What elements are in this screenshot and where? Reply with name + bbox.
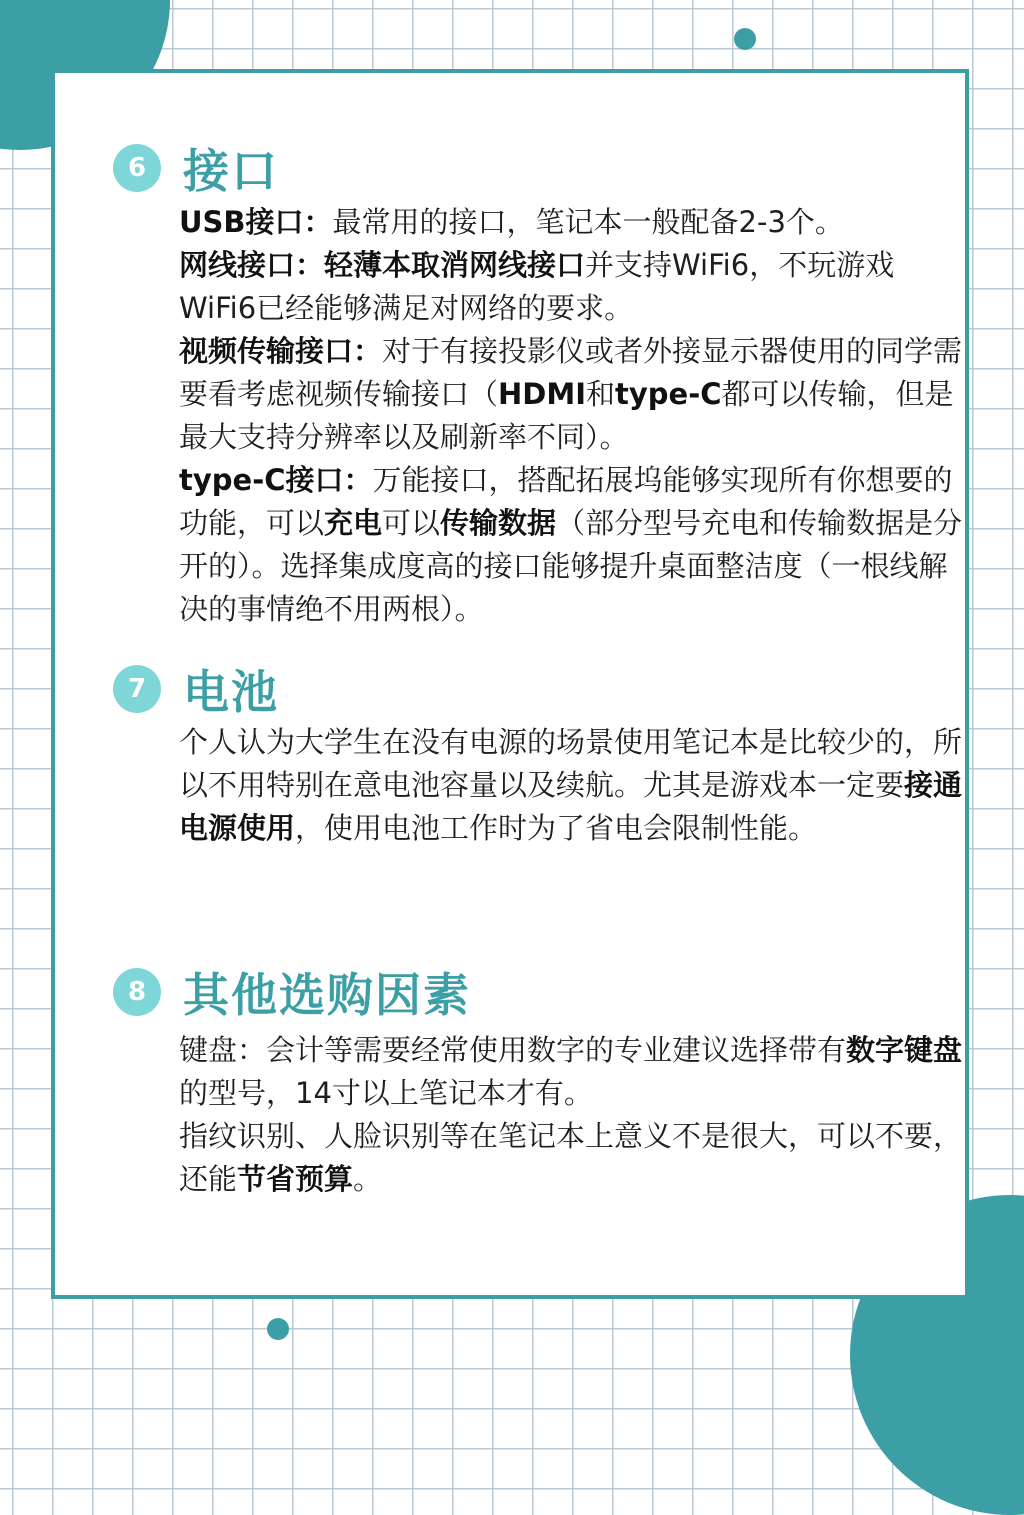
decor-dot-top	[734, 28, 756, 50]
bold-text: 数字键盘	[846, 1033, 963, 1067]
bold-text: HDMI	[498, 377, 587, 411]
text-run: ，使用电池工作时为了省电会限制性能。	[295, 811, 818, 845]
section-title: 接口	[183, 144, 279, 198]
bold-text: type-C	[615, 377, 722, 411]
section-title: 电池	[183, 665, 279, 719]
text-run: 万能接口，搭配拓展坞能够实现所有你想要的功能，可以	[179, 463, 953, 540]
bold-text: 传输数据	[440, 506, 557, 540]
section-header-other-factors	[113, 959, 471, 1025]
section-body-interfaces	[179, 201, 969, 631]
text-run: 指纹识别、人脸识别等在笔记本上意义不是很大，可以不要，还能	[179, 1119, 963, 1196]
paragraph	[179, 1029, 969, 1115]
section-number-badge: 8	[113, 968, 161, 1016]
text-run: 个人认为大学生在没有电源的场景使用笔记本是比较少的，所以不用特别在意电池容量以及续航。尤其是游戏本一定要	[179, 725, 963, 802]
paragraph	[179, 201, 969, 244]
paragraph	[179, 244, 969, 330]
section-title: 其他选购因素	[183, 968, 471, 1022]
bold-text: 接通电源使用	[179, 768, 963, 845]
bold-text: type-C接口：	[179, 463, 373, 497]
section-header-battery	[113, 656, 279, 722]
text-run: 可以	[382, 506, 441, 540]
text-run: 都可以传输，但是最大支持分辨率以及刷新率不同）。	[179, 377, 954, 454]
bold-text: 网线接口：轻薄本取消网线接口	[179, 248, 586, 282]
section-body-other-factors	[179, 1029, 969, 1201]
text-run: 的型号，14寸以上笔记本才有。	[179, 1076, 593, 1110]
text-run: （部分型号充电和传输数据是分开的）。选择集成度高的接口能够提升桌面整洁度（一根线解决的事情绝不用两根）。	[179, 506, 963, 626]
section-number-badge: 7	[113, 665, 161, 713]
text-run: 键盘：会计等需要经常使用数字的专业建议选择带有	[179, 1033, 847, 1067]
bold-text: 充电	[324, 506, 383, 540]
paragraph	[179, 330, 969, 459]
paragraph	[179, 721, 969, 850]
section-body-battery	[179, 721, 969, 850]
text-run: 。	[353, 1162, 383, 1196]
text-run: 并支持WiFi6，不玩游戏WiFi6已经能够满足对网络的要求。	[179, 248, 895, 325]
paragraph	[179, 1115, 969, 1201]
text-run: 和	[586, 377, 616, 411]
paragraph	[179, 459, 969, 631]
bold-text: 节省预算	[237, 1162, 354, 1196]
section-number-badge: 6	[113, 144, 161, 192]
decor-dot-bottom	[267, 1318, 289, 1340]
bold-text: 视频传输接口：	[179, 334, 383, 368]
text-run: 对于有接投影仪或者外接显示器使用的同学需要看考虑视频传输接口（	[179, 334, 963, 411]
text-run: 最常用的接口，笔记本一般配备2-3个。	[332, 205, 844, 239]
content-card	[51, 69, 969, 1299]
bold-text: USB接口：	[179, 205, 333, 239]
section-header-interfaces	[113, 135, 279, 201]
